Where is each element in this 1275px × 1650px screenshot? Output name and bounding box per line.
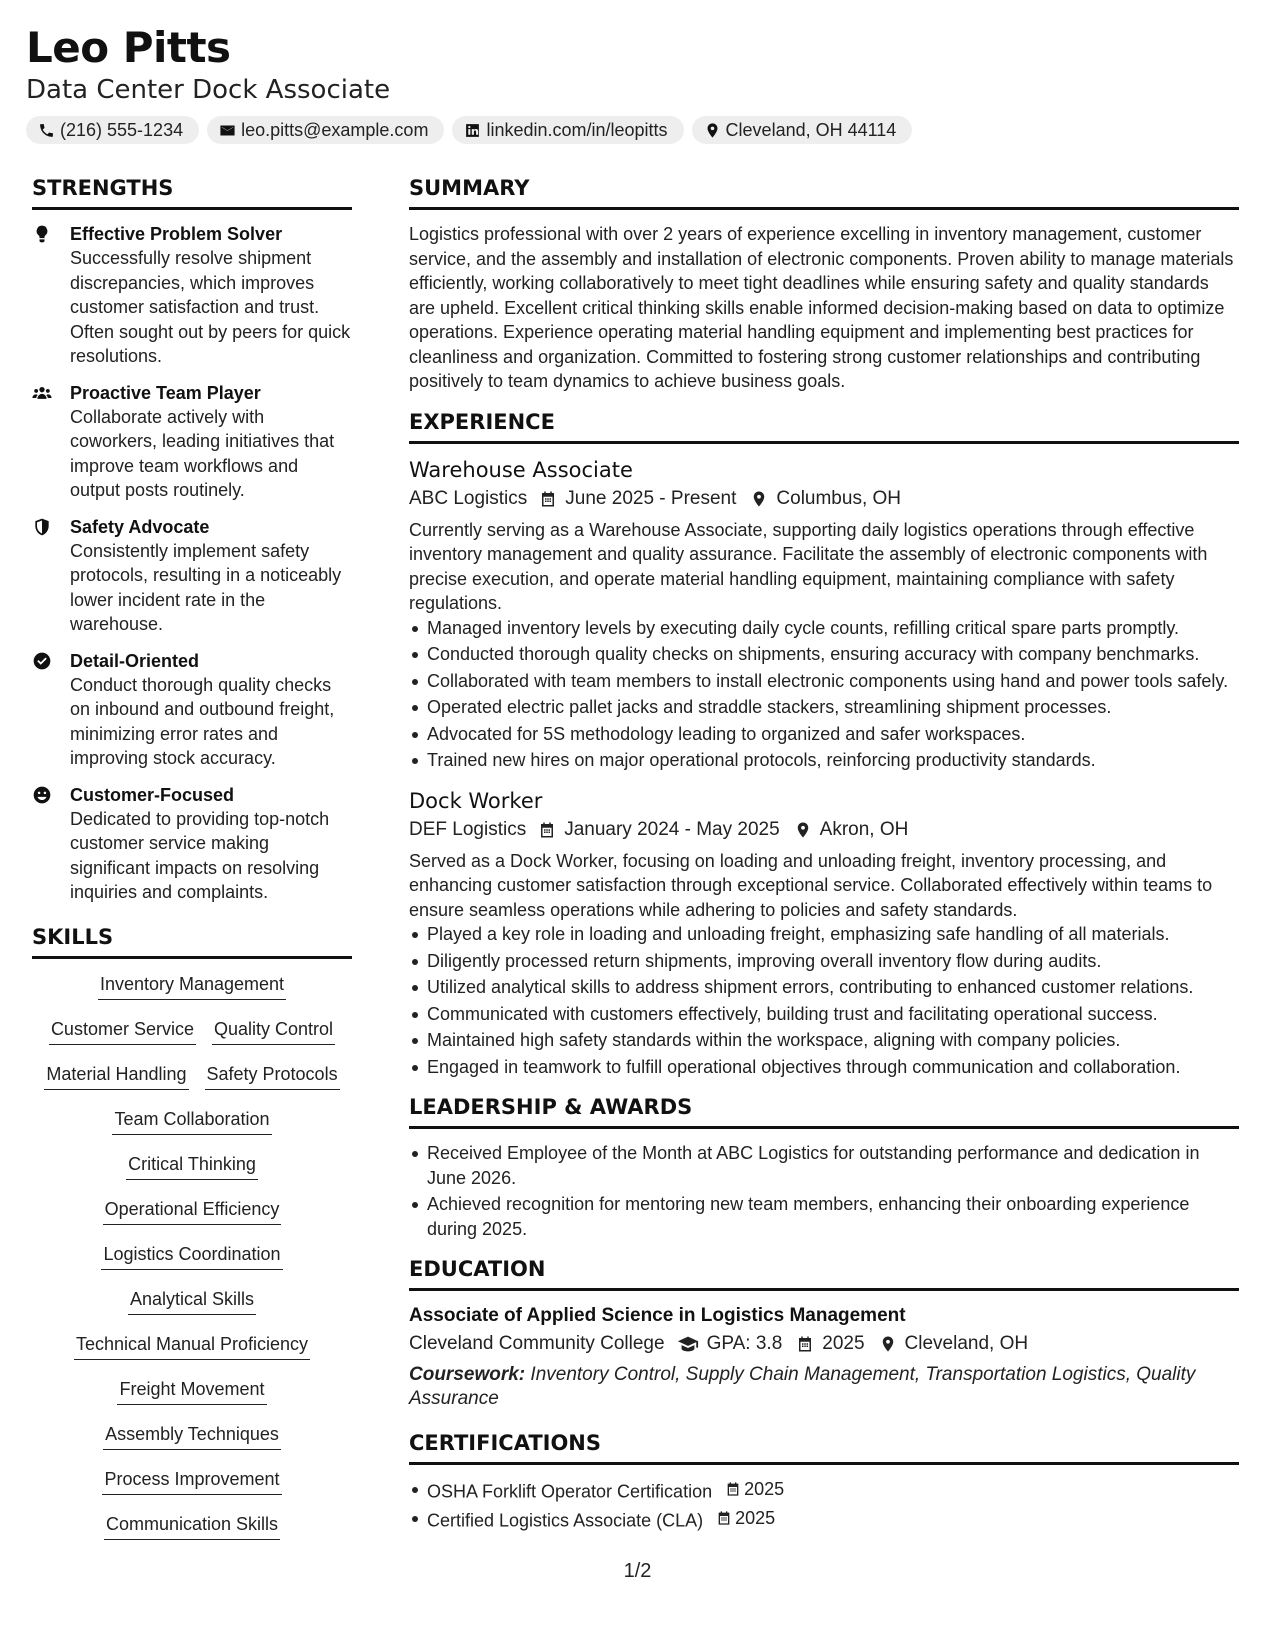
skill-tag: Logistics Coordination	[101, 1243, 282, 1270]
skill-tag: Process Improvement	[102, 1468, 281, 1495]
job-dates: June 2025 - Present	[565, 487, 737, 509]
graduation-cap-icon	[677, 1333, 699, 1355]
envelope-icon	[219, 122, 236, 139]
contact-email-text: leo.pitts@example.com	[241, 119, 429, 140]
skill-tag: Customer Service	[49, 1018, 196, 1045]
job-meta	[409, 484, 1239, 514]
strength-desc: Dedicated to providing top-notch customer service making significant impacts on resolving inquiries and complaints.	[70, 808, 330, 902]
left-column	[32, 174, 352, 1558]
job-title: Warehouse Associate	[409, 457, 633, 482]
certification-name: OSHA Forklift Operator Certification	[427, 1481, 713, 1502]
calendar-icon	[539, 490, 557, 508]
coursework-label: Coursework:	[409, 1364, 526, 1385]
skills-heading: SKILLS	[32, 923, 352, 959]
certifications-list	[409, 1477, 1239, 1533]
job-bullets	[409, 616, 1239, 773]
summary-text: Logistics professional with over 2 years of experience excelling in inventory management, customer service, and the assembly and installation of electronic components. Proven ability to manage materials efficiently, working collaboratively to meet tight deadlines while ensuring safety and quality standards are upheld. Excellent critical thinking skills enable informed decision-making based on data to optimize operations. Experience operating material handling equipment and implementing best practices for cleanliness and organization. Committed to fostering strong customer relationships and contributing positively to team dynamics to achieve business goals.	[409, 224, 1234, 391]
contact-bar	[26, 116, 1249, 144]
education-meta	[409, 1329, 1239, 1359]
job-bullet: Collaborated with team members to install electronic components using hand and power tools safely.	[427, 669, 1239, 694]
job-bullet: Trained new hires on major operational protocols, reinforcing productivity standards.	[427, 748, 1239, 773]
coursework-text: Inventory Control, Supply Chain Management, Transportation Logistics, Quality Assurance	[409, 1364, 1196, 1409]
lightbulb-icon	[32, 224, 52, 244]
education-degree: Associate of Applied Science in Logistics Management	[409, 1305, 906, 1326]
certification-name: Certified Logistics Associate (CLA)	[427, 1510, 704, 1530]
skill-tag: Operational Efficiency	[103, 1198, 282, 1225]
job-title: Dock Worker	[409, 788, 543, 813]
calendar-icon	[725, 1481, 741, 1497]
certification-year: 2025	[744, 1479, 785, 1499]
location-pin-icon	[879, 1335, 897, 1353]
job-bullet: Conducted thorough quality checks on shipments, ensuring accuracy with company benchmarks.	[427, 642, 1239, 667]
job-entry	[409, 787, 1239, 1080]
skills-list	[32, 973, 352, 1558]
contact-linkedin[interactable]	[452, 116, 683, 144]
contact-email[interactable]	[207, 116, 444, 144]
skill-tag: Team Collaboration	[112, 1108, 271, 1135]
strength-desc: Collaborate actively with coworkers, leading initiatives that improve team workflows and output posts routinely.	[70, 406, 335, 500]
certification-year: 2025	[735, 1507, 776, 1528]
calendar-icon	[538, 821, 556, 839]
job-bullet: Communicated with customers effectively, building trust and facilitating operational success.	[427, 1002, 1239, 1027]
skill-tag: Critical Thinking	[126, 1153, 258, 1180]
location-pin-icon	[750, 490, 768, 508]
job-meta	[409, 815, 1239, 845]
contact-location-text: Cleveland, OH 44114	[725, 119, 897, 140]
users-icon	[32, 383, 52, 403]
job-bullet: Advocated for 5S methodology leading to organized and safer workspaces.	[427, 722, 1239, 747]
certifications-heading: CERTIFICATIONS	[409, 1429, 1239, 1465]
certification-item	[427, 1477, 1239, 1504]
location-pin-icon	[704, 122, 721, 139]
calendar-icon	[716, 1510, 732, 1526]
candidate-title: Data Center Dock Associate	[26, 75, 391, 105]
job-company: DEF Logistics	[409, 818, 527, 840]
strength-title: Safety Advocate	[70, 516, 210, 537]
strength-title: Effective Problem Solver	[70, 224, 283, 244]
strength-item	[32, 222, 352, 369]
skill-tag: Analytical Skills	[128, 1288, 256, 1315]
contact-linkedin-text: linkedin.com/in/leopitts	[486, 119, 668, 140]
award-bullet: Achieved recognition for mentoring new team members, enhancing their onboarding experience during 2025.	[427, 1192, 1239, 1241]
job-description: Currently serving as a Warehouse Associate, supporting daily logistics operations through effective inventory management and quality assurance. Facilitate the assembly of electronic components with precise execution, and operate material handling equipment, maintaining compliance with safety regulations.	[409, 519, 1208, 613]
skill-tag: Safety Protocols	[205, 1063, 340, 1090]
education-coursework	[409, 1363, 1239, 1411]
strength-desc: Successfully resolve shipment discrepancies, which improves customer satisfaction and trust. Often sought out by peers for quick resolutions.	[70, 248, 351, 366]
right-column	[409, 174, 1239, 1535]
job-location: Akron, OH	[819, 818, 909, 840]
summary-heading: SUMMARY	[409, 174, 1239, 210]
job-bullet: Engaged in teamwork to fulfill operational objectives through communication and collaboration.	[427, 1055, 1239, 1080]
contact-location	[692, 116, 913, 144]
job-bullet: Played a key role in loading and unloading freight, emphasizing safe handling of all materials.	[427, 922, 1239, 947]
page-number: 1/2	[623, 1560, 652, 1582]
candidate-name: Leo Pitts	[26, 23, 231, 72]
phone-icon	[38, 122, 55, 139]
job-description: Served as a Dock Worker, focusing on loading and unloading freight, inventory processing, and enhancing customer satisfaction through exceptional service. Collaborated effectively within teams to ensure seamless operations while adhering to policies and safety standards.	[409, 850, 1213, 920]
strength-title: Proactive Team Player	[70, 382, 261, 403]
job-bullet: Diligently processed return shipments, improving overall inventory flow during audits.	[427, 949, 1239, 974]
education-school: Cleveland Community College	[409, 1333, 665, 1354]
location-pin-icon	[794, 821, 812, 839]
strength-title: Detail-Oriented	[70, 650, 200, 671]
strengths-heading: STRENGTHS	[32, 174, 352, 210]
job-bullet: Maintained high safety standards within the workspace, aligning with company policies.	[427, 1028, 1239, 1053]
skill-tag: Communication Skills	[104, 1513, 280, 1540]
skill-tag: Technical Manual Proficiency	[74, 1333, 310, 1360]
strength-item	[32, 649, 352, 771]
smile-icon	[32, 785, 52, 805]
leadership-bullets	[409, 1141, 1239, 1241]
contact-phone-text: (216) 555-1234	[60, 119, 184, 140]
skill-tag: Material Handling	[44, 1063, 188, 1090]
shield-icon	[32, 517, 52, 537]
linkedin-icon	[464, 122, 481, 139]
education-year: 2025	[822, 1333, 865, 1354]
job-company: ABC Logistics	[409, 487, 528, 509]
skill-tag: Freight Movement	[117, 1378, 266, 1405]
strength-item	[32, 783, 352, 905]
job-dates: January 2024 - May 2025	[564, 818, 780, 840]
skill-tag: Assembly Techniques	[103, 1423, 281, 1450]
education-location: Cleveland, OH	[904, 1333, 1029, 1354]
skill-tag: Quality Control	[212, 1018, 335, 1045]
job-bullet: Managed inventory levels by executing daily cycle counts, refilling critical spare parts promptly.	[427, 616, 1239, 641]
certification-item	[427, 1506, 1239, 1533]
education-heading: EDUCATION	[409, 1255, 1239, 1291]
award-bullet: Received Employee of the Month at ABC Logistics for outstanding performance and dedication in June 2026.	[427, 1141, 1239, 1190]
strength-item	[32, 515, 352, 637]
check-circle-icon	[32, 651, 52, 671]
calendar-icon	[796, 1335, 814, 1353]
strength-desc: Conduct thorough quality checks on inbound and outbound freight, minimizing error rates and improving stock accuracy.	[70, 674, 335, 768]
job-location: Columbus, OH	[776, 487, 902, 509]
strength-title: Customer-Focused	[70, 784, 235, 805]
contact-phone[interactable]	[26, 116, 199, 144]
education-gpa: GPA: 3.8	[706, 1333, 783, 1354]
resume-header	[26, 22, 1249, 144]
skill-tag: Inventory Management	[98, 973, 286, 1000]
experience-heading: EXPERIENCE	[409, 408, 1239, 444]
job-bullets	[409, 922, 1239, 1079]
job-entry	[409, 456, 1239, 773]
strength-desc: Consistently implement safety protocols, resulting in a noticeably lower incident rate in the warehouse.	[70, 540, 342, 634]
strength-item	[32, 381, 352, 503]
leadership-heading: LEADERSHIP & AWARDS	[409, 1093, 1239, 1129]
job-bullet: Utilized analytical skills to address shipment errors, contributing to enhanced customer relations.	[427, 975, 1239, 1000]
job-bullet: Operated electric pallet jacks and straddle stackers, streamlining shipment processes.	[427, 695, 1239, 720]
